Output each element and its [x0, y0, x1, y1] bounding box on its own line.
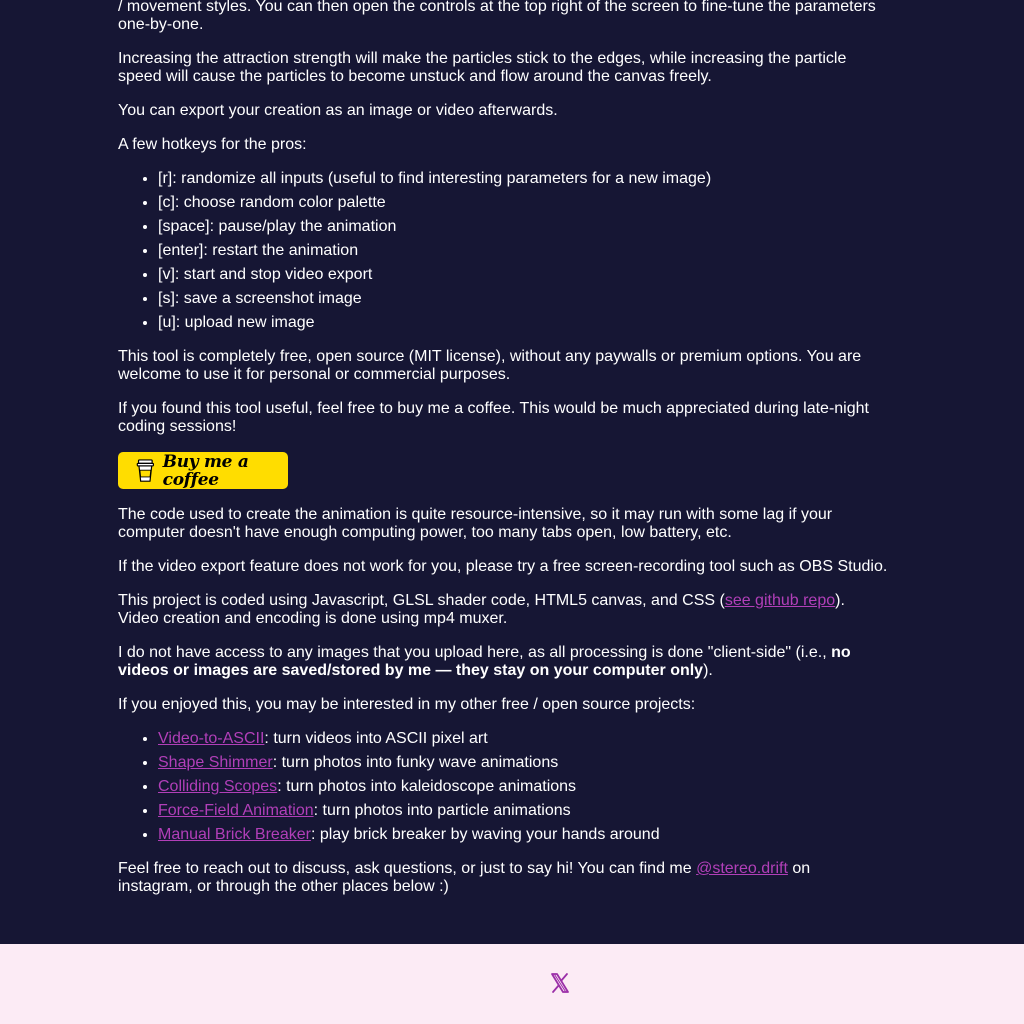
intro-text: / movement styles. You can then open the controls at the top right of the screen to fine-tune the parameters one-by-one. [118, 0, 876, 33]
privacy-text [118, 644, 888, 680]
project-link-video-to-ascii[interactable]: Video-to-ASCII [158, 730, 265, 747]
privacy-text-bold: no videos or images are saved/stored by me — they stay on your computer only [118, 644, 851, 679]
projects-list [118, 730, 888, 844]
coffee-button-label: Buy me a coffee [162, 451, 249, 490]
project-item [158, 778, 888, 796]
hotkey-item: • [u]: upload new image [158, 314, 888, 332]
github-repo-link[interactable]: see github repo [724, 592, 836, 609]
hotkeys-list [118, 170, 888, 332]
instagram-link[interactable]: @stereo.drift [696, 860, 788, 877]
project-link-force-field-animation[interactable]: Force-Field Animation [158, 802, 314, 819]
privacy-text-before: I do not have access to any images that you upload here, as all processing is done "client-side" (i.e., [118, 644, 832, 661]
license-text: This tool is completely free, open source (MIT license), without any paywalls or premium options. You are welcome to use it for personal or commercial purposes. [118, 348, 862, 383]
x-social-link[interactable] [549, 972, 571, 994]
hotkey-item: • [r]: randomize all inputs (useful to find interesting parameters for a new image) [158, 170, 888, 188]
hotkey-item: • [enter]: restart the animation [158, 242, 888, 260]
outro-text-before: Feel free to reach out to discuss, ask questions, or just to say hi! You can find me [118, 860, 697, 877]
project-item [158, 754, 888, 772]
export-text: You can export your creation as an image or video afterwards. [118, 102, 558, 119]
project-link-colliding-scopes[interactable]: Colliding Scopes [158, 778, 278, 795]
hotkey-item: • [c]: choose random color palette [158, 194, 888, 212]
main-content [118, 0, 888, 912]
performance-text: The code used to create the animation is quite resource-intensive, so it may run with some lag if your computer doesn't have enough computing power, too many tabs open, low battery, etc. [118, 506, 833, 541]
project-link-manual-brick-breaker[interactable]: Manual Brick Breaker [158, 826, 311, 843]
project-link-shape-shimmer[interactable]: Shape Shimmer [158, 754, 273, 771]
attraction-text: Increasing the attraction strength will make the particles stick to the edges, while increasing the particle speed will cause the particles to become unstuck and flow around the canvas freely. [118, 50, 847, 85]
video-fallback-text: If the video export feature does not work for you, please try a free screen-recording tool such as OBS Studio. [118, 558, 888, 575]
hotkeys-intro: A few hotkeys for the pros: [118, 136, 307, 153]
hotkey-item: • [space]: pause/play the animation [158, 218, 888, 236]
outro-text [118, 860, 888, 896]
coffee-cup-icon [136, 457, 155, 485]
project-item [158, 826, 888, 844]
project-desc: : turn photos into particle animations [313, 802, 571, 819]
project-item [158, 802, 888, 820]
project-desc: : play brick breaker by waving your hands around [310, 826, 660, 843]
buy-me-a-coffee-button[interactable] [118, 452, 288, 489]
tech-text-after: ). Video creation and encoding is done using mp4 muxer. [118, 592, 845, 627]
projects-intro: If you enjoyed this, you may be interested in my other free / open source projects: [118, 696, 696, 713]
hotkey-item: • [s]: save a screenshot image [158, 290, 888, 308]
project-desc: : turn videos into ASCII pixel art [264, 730, 488, 747]
outro-text-after: on instagram, or through the other places below :) [118, 860, 811, 895]
project-item [158, 730, 888, 748]
privacy-text-after: ). [703, 662, 713, 679]
hotkey-item: • [v]: start and stop video export [158, 266, 888, 284]
footer [0, 944, 1024, 1024]
project-desc: : turn photos into funky wave animations [272, 754, 559, 771]
tech-text-before: This project is coded using Javascript, GLSL shader code, HTML5 canvas, and CSS ( [118, 592, 725, 609]
coffee-ask-text: If you found this tool useful, feel free to buy me a coffee. This would be much appreciated during late-night coding sessions! [118, 400, 869, 435]
x-icon [549, 972, 571, 994]
tech-text [118, 592, 888, 628]
project-desc: : turn photos into kaleidoscope animations [277, 778, 577, 795]
